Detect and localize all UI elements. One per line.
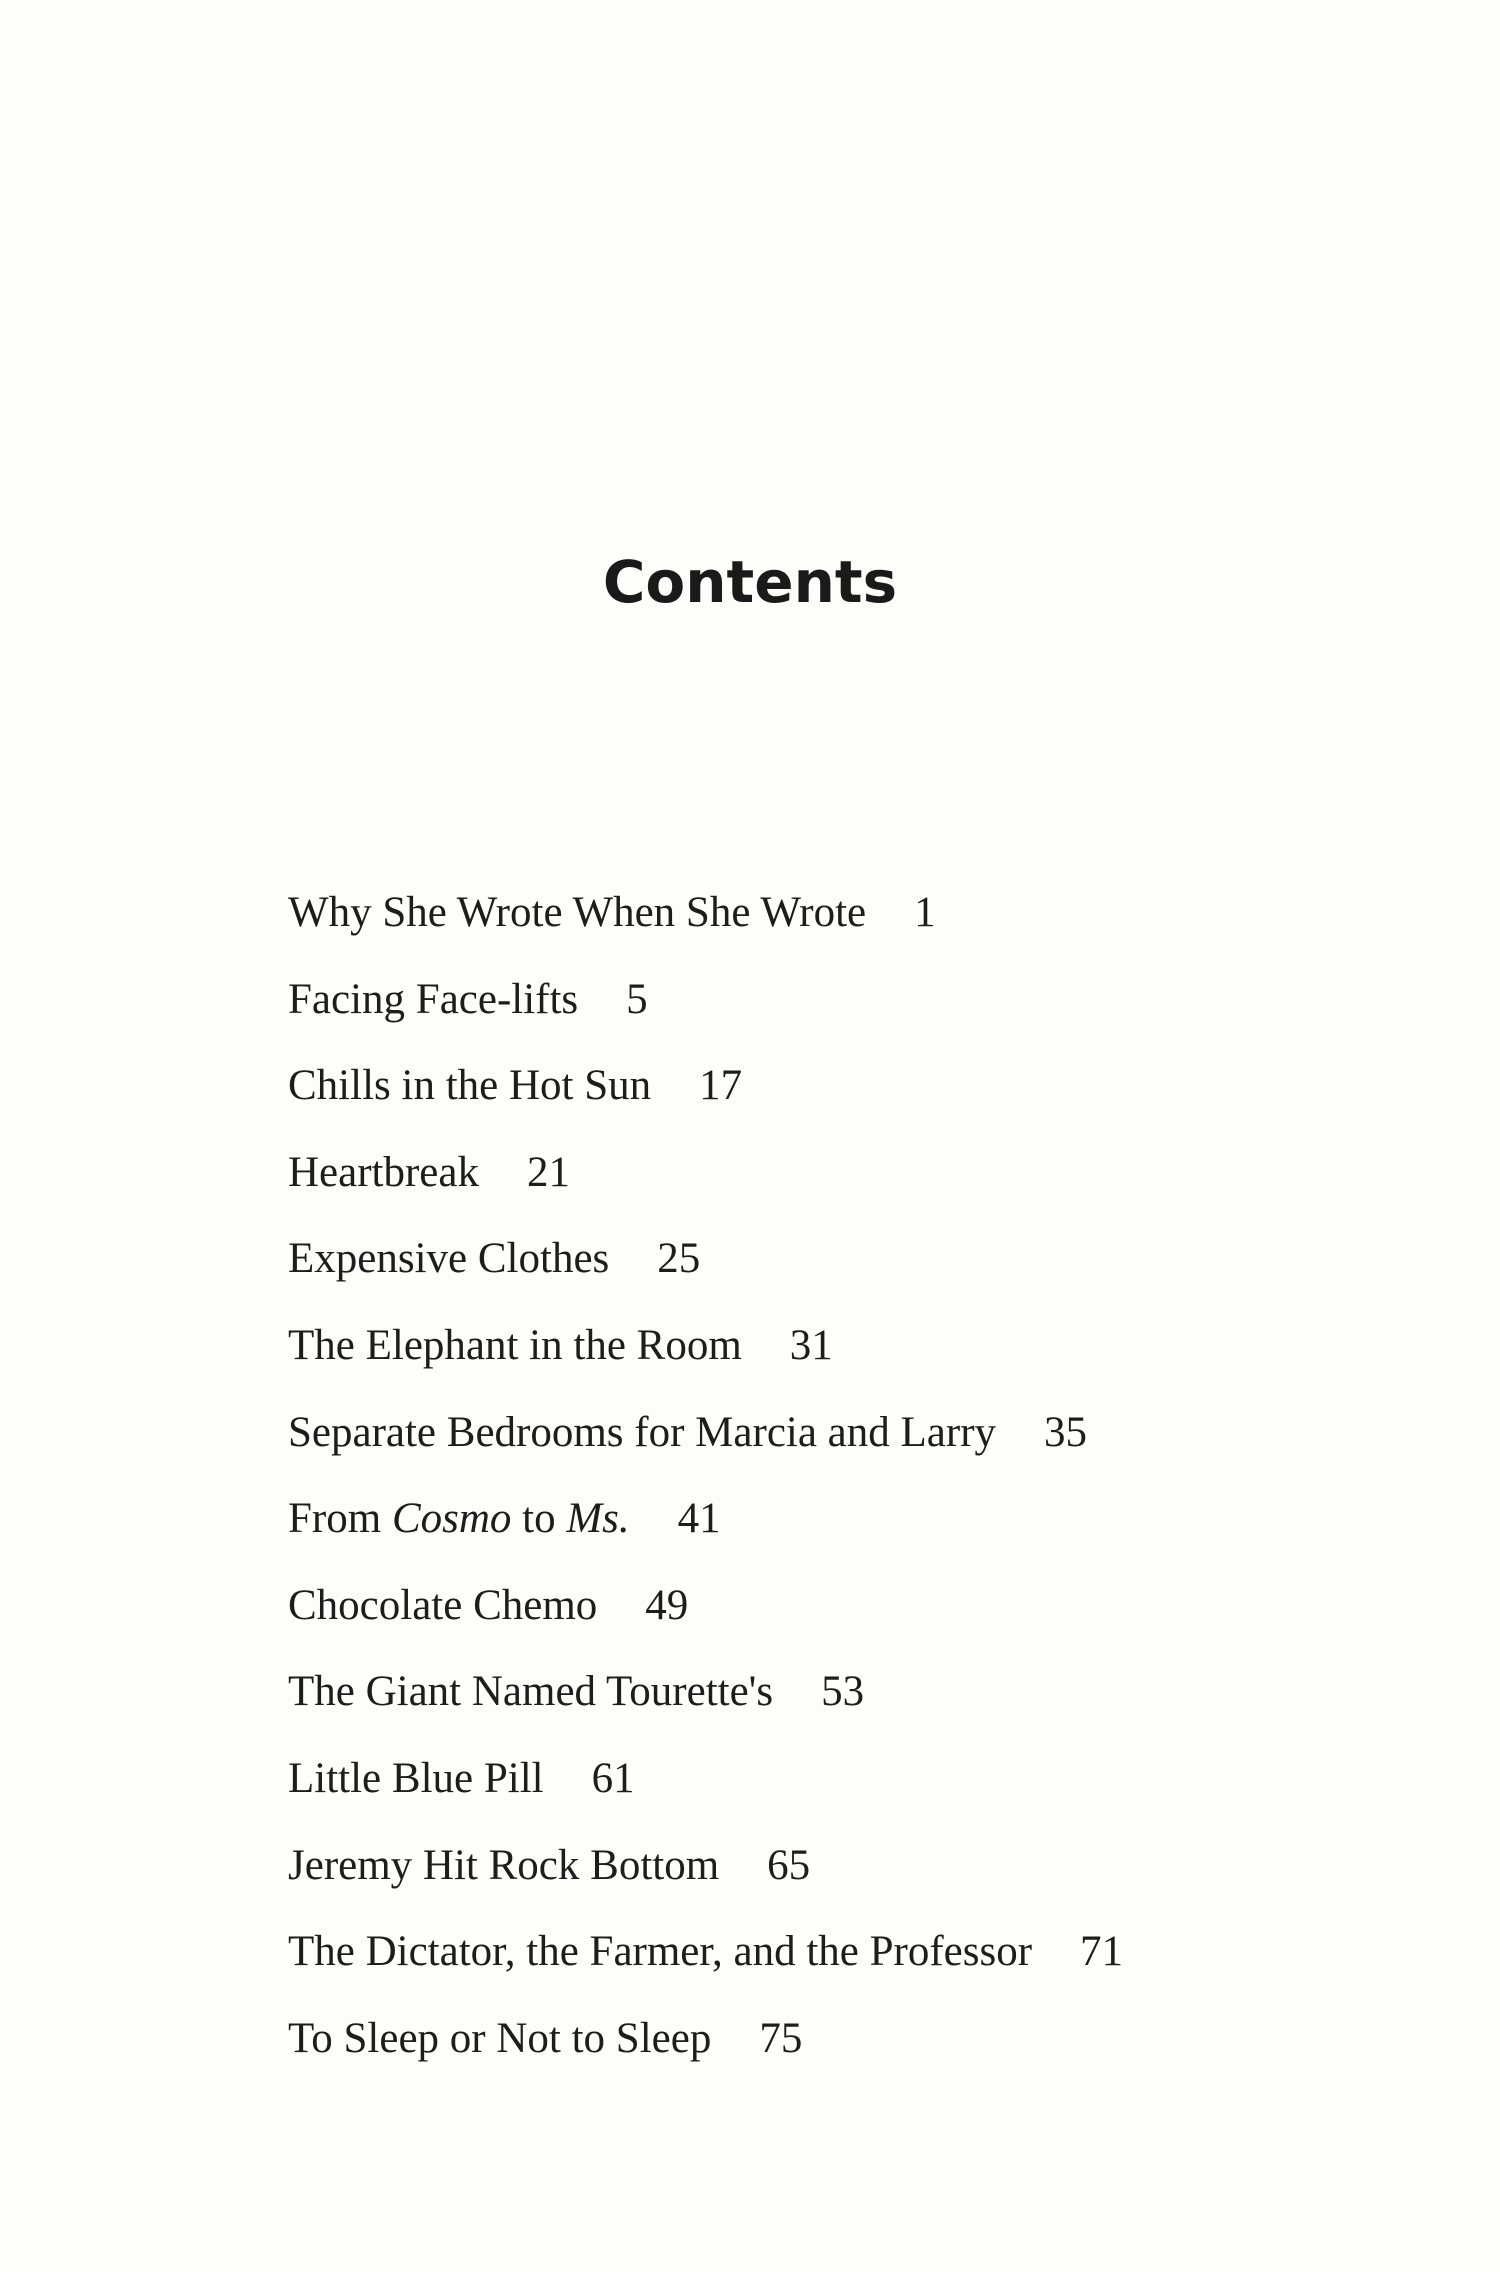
toc-entry [288, 1303, 1288, 1390]
toc-entry [288, 1130, 1288, 1217]
toc-entry-page: 1 [914, 889, 936, 936]
toc-entry-title: Separate Bedrooms for Marcia and Larry [288, 1408, 997, 1456]
toc-entry-title: Why She Wrote When She Wrote [288, 889, 867, 936]
toc-entry-title: The Dictator, the Farmer, and the Professor [288, 1928, 1033, 1976]
toc-entry [288, 957, 1288, 1044]
toc-entry-page: 53 [821, 1668, 865, 1716]
toc-entry [288, 1476, 1288, 1563]
toc-entry-title: The Elephant in the Room [288, 1321, 742, 1369]
toc-entry-page: 65 [767, 1841, 811, 1889]
toc-entry-page: 31 [789, 1321, 833, 1369]
toc-entry-title: Chills in the Hot Sun [288, 1062, 652, 1110]
toc-entry-title: Facing Face-lifts [288, 975, 579, 1023]
title-part-italic: Cosmo [391, 1495, 512, 1543]
title-part: From [288, 1495, 392, 1543]
toc-entry [288, 1390, 1288, 1477]
toc-entry-page: 5 [626, 975, 648, 1023]
toc-entry-title: Expensive Clothes [288, 1235, 610, 1283]
title-part-italic: Ms. [566, 1495, 630, 1543]
toc-entry [288, 1736, 1288, 1823]
toc-entry-title: The Giant Named Tourette's [288, 1668, 774, 1716]
toc-entry-title: Little Blue Pill [288, 1754, 544, 1802]
toc-entry-title: Heartbreak [288, 1148, 479, 1196]
toc-entry [288, 1996, 1288, 2083]
toc-entry-page: 61 [591, 1754, 635, 1802]
toc-entry-page: 21 [526, 1148, 570, 1196]
table-of-contents [288, 870, 1288, 2082]
toc-entry-title: Jeremy Hit Rock Bottom [288, 1841, 720, 1889]
toc-entry-title [288, 1495, 630, 1542]
toc-entry-page: 41 [677, 1495, 721, 1543]
toc-entry [288, 1823, 1288, 1910]
contents-heading: Contents [602, 548, 898, 616]
toc-entry [288, 1909, 1288, 1996]
toc-entry-page: 35 [1044, 1408, 1088, 1456]
toc-entry [288, 870, 1288, 957]
toc-entry-page: 17 [699, 1062, 743, 1110]
title-part: to [511, 1495, 567, 1543]
toc-entry [288, 1563, 1288, 1650]
toc-entry [288, 1649, 1288, 1736]
toc-entry-title: Chocolate Chemo [288, 1581, 598, 1629]
toc-entry-title: To Sleep or Not to Sleep [288, 2014, 712, 2062]
toc-entry-page: 75 [759, 2014, 803, 2062]
toc-entry-page: 49 [645, 1581, 689, 1629]
toc-entry-page: 25 [657, 1235, 701, 1283]
toc-entry [288, 1216, 1288, 1303]
toc-entry [288, 1043, 1288, 1130]
toc-entry-page: 71 [1080, 1928, 1124, 1976]
